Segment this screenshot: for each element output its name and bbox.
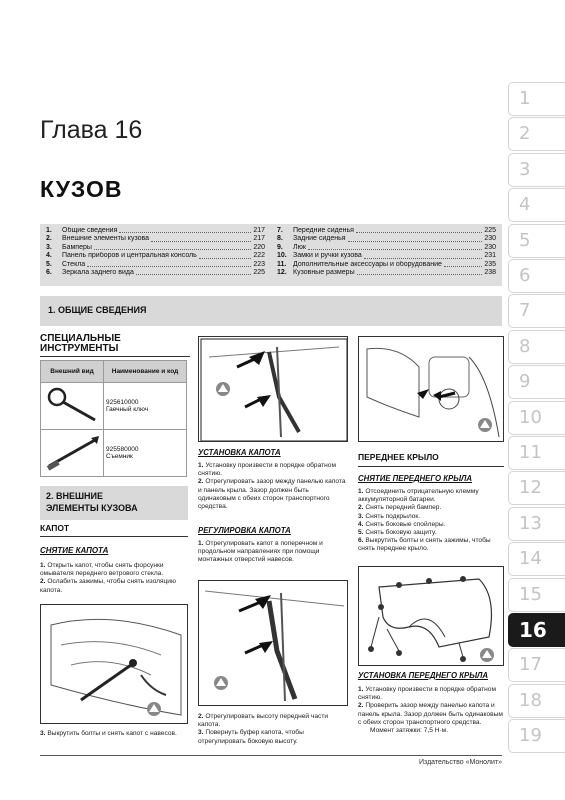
hood-removal-steps <box>40 562 188 595</box>
tool-puller-info <box>104 430 187 477</box>
toc-entry[interactable] <box>277 252 496 260</box>
toc-leader <box>151 235 251 241</box>
tool-name: Гаечный ключ <box>106 406 149 413</box>
tool-name: Съемник <box>106 453 133 460</box>
step: 2. Проверить зазор между панелью капота и панель крыла. Зазор должен быть одинаковым с обеих сторон транспортного средства. <box>358 702 503 726</box>
section2-line2: ЭЛЕМЕНТЫ КУЗОВА <box>46 503 138 513</box>
front-wing-figure-1 <box>358 336 504 442</box>
chapter-tabs <box>508 82 565 754</box>
toc-title: Дополнительные аксессуары и оборудование <box>293 260 442 268</box>
toc-page: 222 <box>253 252 265 260</box>
chapter-title: КУЗОВ <box>40 176 123 202</box>
hood-removal-title: СНЯТИЕ КАПОТА <box>40 546 109 555</box>
toc-leader <box>119 227 251 233</box>
table-row <box>41 383 187 430</box>
toc-page: 225 <box>253 269 265 277</box>
front-wing-title: ПЕРЕДНЕЕ КРЫЛО <box>358 452 439 462</box>
toc-page: 223 <box>253 260 265 268</box>
chapter-tab-11[interactable]: 11 <box>508 436 565 470</box>
chapter-tab-9[interactable]: 9 <box>508 365 565 399</box>
table-row <box>41 430 187 477</box>
toc-entry[interactable] <box>46 235 265 243</box>
chapter-heading: Глава 16 <box>40 116 143 144</box>
torque-spec: Момент затяжки: 7,5 Н·м. <box>370 727 449 735</box>
toc-title: Бамперы <box>62 243 92 251</box>
toc-number: 3. <box>46 243 52 251</box>
toc-title: Панель приборов и центральная консоль <box>62 252 197 260</box>
toc-page: 225 <box>484 227 496 234</box>
toc-leader <box>94 244 251 250</box>
fig-caption-install: УСТАНОВКА КАПОТА <box>198 448 281 457</box>
footer-divider <box>40 755 502 756</box>
toc-title: Передние сиденья <box>293 227 354 234</box>
front-wing-install-title: УСТАНОВКА ПЕРЕДНЕГО КРЫЛА <box>358 671 488 680</box>
toc-leader <box>444 261 482 267</box>
toc-entry[interactable] <box>46 244 265 252</box>
front-wing-removal-title: СНЯТИЕ ПЕРЕДНЕГО КРЫЛА <box>358 474 473 483</box>
tools-title <box>40 334 190 357</box>
wrench-tool-image <box>41 383 104 430</box>
toc-leader <box>348 235 483 241</box>
toc-number: 12. <box>277 269 287 277</box>
toc-leader <box>356 227 482 233</box>
toc-number: 11. <box>277 260 287 268</box>
divider <box>40 536 188 537</box>
chapter-tab-10[interactable]: 10 <box>508 401 565 435</box>
step: 1. Установку произвести в порядке обратном снятию. <box>358 686 496 702</box>
section-general-info: 1. ОБЩИЕ СВЕДЕНИЯ <box>40 296 502 326</box>
toc-number: 7. <box>277 227 283 234</box>
toc-title: Стекла <box>62 260 86 268</box>
toc-leader <box>199 252 252 258</box>
tools-header-name: Наименование и код <box>104 361 187 383</box>
chapter-tab-13[interactable]: 13 <box>508 507 565 541</box>
table-of-contents <box>40 224 502 286</box>
step: 3. Повернуть буфер капота, чтобы отрегулировать боковую высоту. <box>198 729 304 745</box>
step: 2. Отрегулировать высоту передней части капота. <box>198 713 329 729</box>
chapter-tab-1[interactable]: 1 <box>508 82 565 116</box>
step: 2. Снять передний бампер. <box>358 504 442 512</box>
adjust-hood-title: РЕГУЛИРОВКА КАПОТА <box>198 526 291 535</box>
toc-number: 6. <box>46 269 52 277</box>
puller-tool-image <box>41 430 104 477</box>
toc-entry[interactable] <box>277 261 496 269</box>
front-wing-removal-steps <box>358 488 504 554</box>
chapter-tab-17[interactable]: 17 <box>508 648 565 682</box>
toc-number: 10. <box>277 252 287 260</box>
step: 1. Отсоединить отрицательную клемму аккумуляторной батареи. <box>358 488 479 504</box>
toc-page: 230 <box>484 235 496 243</box>
toc-title: Люк <box>293 243 306 251</box>
publisher-footer: Издательство «Монолит» <box>418 759 502 766</box>
toc-leader <box>87 261 251 267</box>
toc-leader <box>308 244 482 250</box>
hood-title: КАПОТ <box>40 523 70 533</box>
toc-title: Внешние элементы кузова <box>62 235 150 243</box>
step: 5. Снять боковую защиту. <box>358 529 437 537</box>
step: 6. Выкрутить болты и снять зажимы, чтобы снять переднее крыло. <box>358 537 491 553</box>
chapter-tab-14[interactable]: 14 <box>508 542 565 576</box>
toc-column-left <box>46 227 265 283</box>
toc-title: Задние сиденья <box>293 235 346 243</box>
toc-title: Общие сведения <box>62 227 118 234</box>
tool-wrench-info <box>104 383 187 430</box>
divider <box>358 466 504 467</box>
step: 4. Снять боковые спойлеры. <box>358 520 446 528</box>
toc-number: 1. <box>46 227 52 234</box>
tools-title-line2: ИНСТРУМЕНТЫ <box>40 343 119 354</box>
tools-table <box>40 360 187 477</box>
chapter-tab-2[interactable]: 2 <box>508 117 565 151</box>
toc-page: 217 <box>253 235 265 243</box>
step: 1. Открыть капот, чтобы снять форсунки омывателя переднего ветрового стекла. <box>40 562 164 578</box>
hood-removal-step3: 3. Выкрутить болты и снять капот с навесов. <box>40 730 177 737</box>
toc-entry[interactable] <box>46 252 265 260</box>
toc-leader <box>364 252 483 258</box>
tools-header-view: Внешний вид <box>41 361 104 383</box>
adjust-hood-step1: 1. Отрегулировать капот в поперечном и продольном направлениях при помощи монтажных отверстий навесов. <box>198 540 323 564</box>
hood-hinge-figure-2 <box>198 580 348 706</box>
tools-title-line1: СПЕЦИАЛЬНЫЕ <box>40 333 121 344</box>
step: 1. Установку произвести в порядке обратном снятию. <box>198 462 336 478</box>
toc-leader <box>357 269 483 275</box>
tool-code: 925610000 <box>106 399 139 406</box>
toc-page: 230 <box>484 243 496 251</box>
adjust-hood-steps-2-3 <box>198 713 348 746</box>
toc-title: Кузовные размеры <box>293 269 355 277</box>
toc-page: 235 <box>484 260 496 268</box>
toc-number: 9. <box>277 243 283 251</box>
toc-entry[interactable] <box>277 269 496 277</box>
hood-hinge-figure-1 <box>198 336 348 442</box>
chapter-tab-6[interactable]: 6 <box>508 259 565 293</box>
chapter-tab-8[interactable]: 8 <box>508 330 565 364</box>
toc-number: 4. <box>46 252 52 260</box>
toc-entry[interactable] <box>46 227 265 235</box>
toc-number: 8. <box>277 235 283 243</box>
toc-entry[interactable] <box>46 261 265 269</box>
toc-page: 220 <box>253 243 265 251</box>
chapter-tab-16[interactable]: 16 <box>508 613 565 647</box>
tool-code: 925580000 <box>106 446 139 453</box>
toc-number: 5. <box>46 260 52 268</box>
chapter-tab-3[interactable]: 3 <box>508 153 565 187</box>
toc-leader <box>136 269 251 275</box>
toc-page: 231 <box>484 252 496 260</box>
toc-entry[interactable] <box>277 244 496 252</box>
step: 2. Отрегулировать зазор между панелью капота и панель крыла. Зазор должен быть одинаковым с обеих сторон транспортного средства. <box>198 478 346 511</box>
front-wing-install-steps <box>358 686 504 735</box>
toc-title: Зеркала заднего вида <box>62 269 134 277</box>
chapter-tab-12[interactable]: 12 <box>508 471 565 505</box>
section-exterior-elements <box>40 486 188 520</box>
toc-page: 217 <box>253 227 265 234</box>
section2-line1: 2. ВНЕШНИЕ <box>46 491 104 501</box>
step: 3. Снять подкрылок. <box>358 512 421 520</box>
toc-entry[interactable] <box>46 269 265 277</box>
toc-page: 238 <box>484 269 496 277</box>
chapter-tab-5[interactable]: 5 <box>508 224 565 258</box>
chapter-tab-19[interactable]: 19 <box>508 719 565 753</box>
toc-number: 2. <box>46 235 52 243</box>
chapter-tab-4[interactable]: 4 <box>508 188 565 222</box>
install-hood-steps <box>198 462 348 511</box>
front-wing-figure-2 <box>358 566 504 666</box>
chapter-tab-18[interactable]: 18 <box>508 684 565 718</box>
toc-entry[interactable] <box>277 227 496 235</box>
chapter-tab-7[interactable]: 7 <box>508 294 565 328</box>
step: 2. Ослабить зажимы, чтобы снять изоляцию капота. <box>40 578 176 594</box>
toc-title: Замки и ручки кузова <box>293 252 362 260</box>
toc-column-right <box>277 227 496 283</box>
chapter-tab-15[interactable]: 15 <box>508 578 565 612</box>
toc-entry[interactable] <box>277 235 496 243</box>
hood-removal-figure <box>40 604 188 724</box>
